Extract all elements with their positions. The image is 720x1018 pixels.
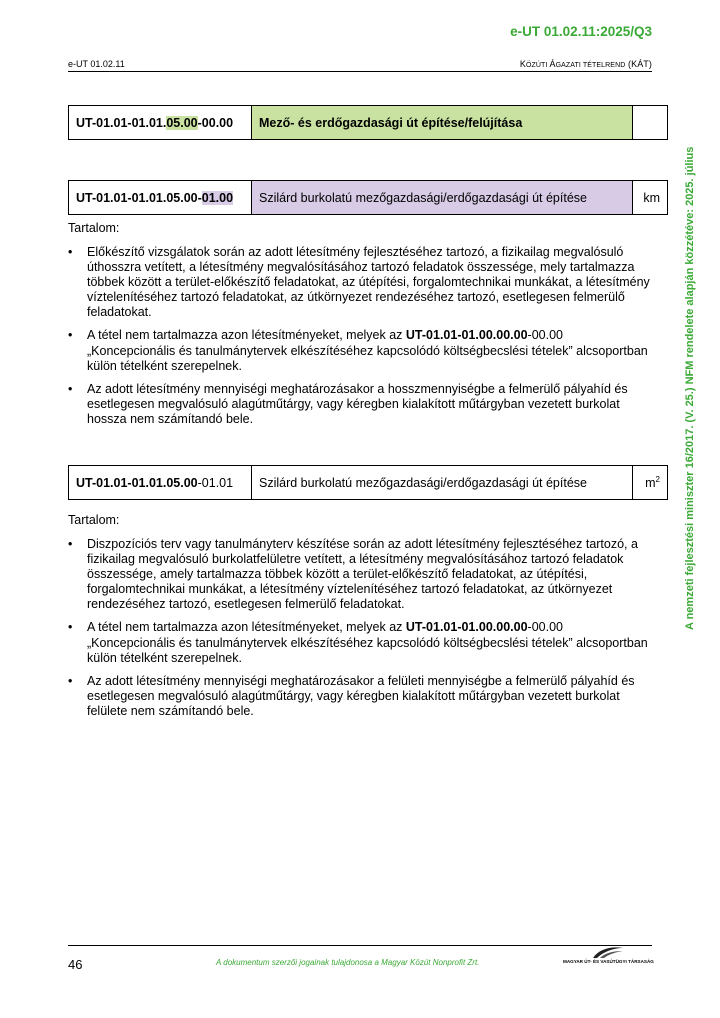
header-left: e-UT 01.02.11 <box>68 59 125 69</box>
section-name: Mező- és erdőgazdasági út építése/felújítása <box>252 106 633 140</box>
list-item: • Az adott létesítmény mennyiségi meghatározásakor a felületi mennyiségbe a felmerülő pályahíd és esetlegesen megvalósuló alagútműtárgy, vagy kéregben kialakított műtárgyban vezetett burkolat felülete nem számítandó bele. <box>68 673 635 718</box>
list-item: • A tétel nem tartalmazza azon létesítményeket, melyek az UT-01.01-01.00.00.00-00.00 „Koncepcionális és tanulmánytervek elkészítéséhez kapcsolódó költségbecslési tételek” alcsoportban külön tételként szerepelnek. <box>68 620 648 665</box>
bullet-list <box>68 537 652 727</box>
society-logo <box>563 946 653 970</box>
document-id: e-UT 01.02.11:2025/Q3 <box>510 24 652 39</box>
section-unit <box>633 106 668 140</box>
side-note: A nemzeti fejlesztési miniszter 16/2017. (V. 25.) NFM rendelete alapján közzétéve: 2025. július <box>684 146 696 630</box>
swoosh-icon <box>591 946 625 959</box>
copyright-notice: A dokumentum szerzői jogainak tulajdonosa a Magyar Közút Nonprofit Zrt. <box>216 958 480 967</box>
item-unit: $m^2$ <box>633 466 668 500</box>
bullet-icon: • <box>68 245 73 259</box>
bullet-icon: • <box>68 673 73 688</box>
bullet-icon: • <box>68 537 73 551</box>
list-item: • Az adott létesítmény mennyiségi meghatározásakor a hosszmennyiségbe a felmerülő pályahíd és esetlegesen megvalósuló alagútműtárgy, vagy kéregben kialakított műtárgyban vezetett burkolat hossza nem számítandó bele. <box>68 381 628 426</box>
page-number: 46 <box>68 957 83 972</box>
item-unit: km <box>633 181 668 215</box>
bullet-icon: • <box>68 381 73 396</box>
section-code: UT-01.01-01.01.05.00-00.00 <box>69 106 252 140</box>
bullet-list <box>68 245 652 435</box>
item-code: UT-01.01-01.01.05.00-01.01 <box>69 466 252 500</box>
item-table <box>68 465 668 500</box>
tartalom-label: Tartalom: <box>68 221 120 235</box>
list-item: • Előkészítő vizsgálatok során az adott létesítmény fejlesztéséhez tartozó, a fizikailag megvalósuló úthosszra vetített, a létesítmény megvalósításához tartozó feladatok összessége, mely tartalmazza többek között a terület-előkészítő feladatokat, az útépítési, forgalomtechnikai munkákat, a létesítmény víztelenítéséhez tartozó feladatokat, az útkörnyezet rendezéséhez tartozó, esetlegesen felmerülő feladatokat. <box>68 245 650 320</box>
list-item: • Diszpozíciós terv vagy tanulmányterv készítése során az adott létesítmény fejlesztéséhez tartozó, a fizikailag megvalósuló burkolatfelületre vetített, a létesítmény megvalósításához tartozó feladatok összessége, amely tartalmazza többek között a terület-előkészítő feladatokat, az útépítési, forgalomtechnikai munkákat, a létesítmény víztelenítéséhez tartozó feladatokat, az útkörnyezet rendezéséhez tartozó, esetlegesen felmerülő feladatokat. <box>68 537 638 612</box>
header-rule <box>68 71 652 72</box>
tartalom-label: Tartalom: <box>68 513 120 527</box>
list-item: • A tétel nem tartalmazza azon létesítményeket, melyek az UT-01.01-01.00.00.00-00.00 „Koncepcionális és tanulmánytervek elkészítéséhez kapcsolódó költségbecslési tételek” alcsoportban külön tételként szerepelnek. <box>68 328 648 373</box>
bullet-icon: • <box>68 620 73 635</box>
item-code: UT-01.01-01.01.05.00-01.00 <box>69 181 252 215</box>
item-name: Szilárd burkolatú mezőgazdasági/erdőgazdasági út építése <box>252 181 633 215</box>
bullet-icon: • <box>68 328 73 343</box>
section-table <box>68 105 668 140</box>
header-right: KÖZÚTI ÁGAZATI TÉTELREND (KÁT) <box>519 59 652 69</box>
item-name: Szilárd burkolatú mezőgazdasági/erdőgazdasági út építése <box>252 466 633 500</box>
item-table <box>68 180 668 215</box>
logo-text: MAGYAR ÚT- ÉS VASÚTÜGYI TÁRSASÁG <box>563 959 654 964</box>
